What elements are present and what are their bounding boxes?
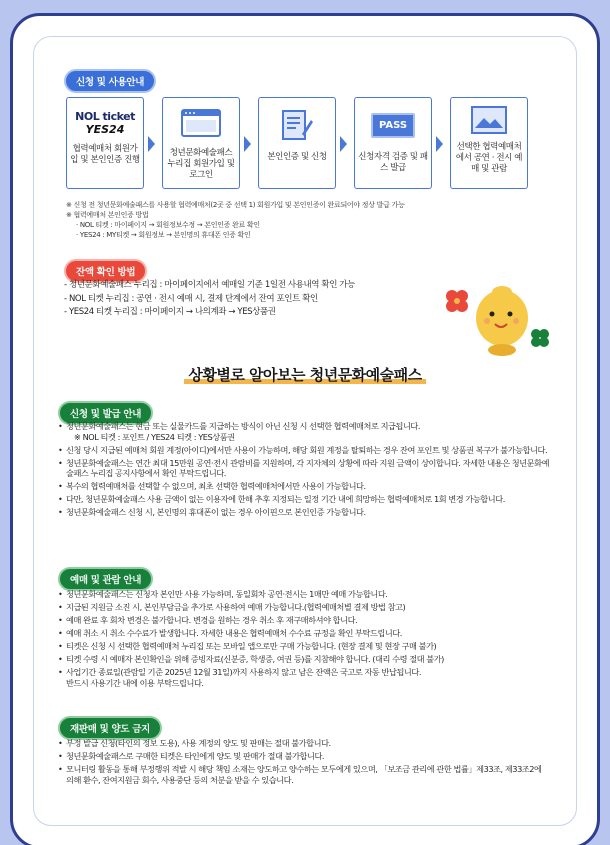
list-item — [58, 751, 550, 762]
list-item — [58, 458, 550, 479]
list-item — [58, 615, 550, 626]
balance-item: - NOL 티켓 누리집 : 공연 · 전시 예매 시, 결제 단계에서 잔여 포인트 확인 — [64, 293, 318, 304]
note-line: ※ 신청 전 청년문화예술패스를 사용할 협력예매처(2곳 중 선택 1) 회원가입 및 본인인증이 완료되어야 정상 발급 가능 — [66, 201, 405, 209]
green-clover-icon — [531, 329, 549, 347]
arrow-right-icon — [436, 136, 443, 152]
item-text: • 티켓 수령 시 예매자 본인확인을 위해 증빙자료(신분증, 학생증, 여권 등)를 지참해야 합니다. (대리 수령 절대 불가) — [66, 654, 444, 664]
item-text: • 신청 당시 지급된 예매처 회원 계정(아이디)에서만 사용이 가능하며, 해당 회원 계정을 탈퇴하는 경우 잔여 포인트 및 상품권 복구가 불가능합니다. — [66, 444, 548, 455]
item-text: • 티켓은 신청 시 선택한 협력예매처 누리집 또는 모바일 앱으로만 구매 가능합니다. (현장 결제 및 현장 구매 불가) — [66, 641, 437, 651]
step-label: 청년문화예술패스 누리집 회원가입 및 로그인 — [167, 148, 235, 180]
pass-badge: PASS — [371, 113, 415, 138]
note-line: · NOL 티켓 : 마이페이지 → 회원정보수정 → 본인인증 완료 확인 — [76, 221, 260, 229]
list-item — [58, 764, 550, 785]
step-label: 선택한 협력예매처에서 공연 · 전시 예매 및 관람 — [455, 142, 523, 174]
step-label: 신청자격 검증 및 패스 발급 — [358, 152, 428, 173]
step-verify-apply — [258, 97, 336, 189]
mascot-character — [476, 286, 528, 356]
browser-window-icon — [163, 98, 239, 148]
picture-frame-icon — [451, 98, 527, 142]
item-text: • 청년문화예술패스 신청 시, 본인명의 휴대폰이 없는 경우 아이핀으로 본인인증 가능합니다. — [66, 507, 366, 517]
yes24-logo: YES24 — [85, 123, 125, 136]
item-text: • 청년문화예술패스로 구매한 티켓은 타인에게 양도 및 판매가 절대 불가합니다. — [66, 751, 325, 761]
item-text: • 복수의 협력예매처를 선택할 수 없으며, 최초 선택한 협력예매처에서만 사용이 가능합니다. — [66, 481, 366, 491]
item-text: • 청년문화예술패스는 현금 또는 실물카드를 지급하는 방식이 아닌 신청 시 선택한 협력예매처로 지급됩니다. — [66, 421, 421, 431]
page-title: 상황별로 알아보는 청년문화예술패스 — [184, 366, 425, 384]
note-line: ※ 협력예매처 본인인증 방법 — [66, 211, 149, 219]
nol-ticket-logo: NOL ticket — [75, 110, 135, 123]
list-item — [58, 654, 550, 665]
mascot-illustration — [440, 280, 550, 360]
item-text: • 예매 취소 시 취소 수수료가 발생합니다. 자세한 내용은 협력예매처 수수료 규정을 확인 부탁드립니다. — [66, 628, 402, 638]
issuance-heading: 신청 및 발급 안내 — [58, 401, 153, 425]
document-pen-icon — [259, 98, 335, 152]
arrow-right-icon — [340, 136, 347, 152]
item-subtext: ※ NOL 티켓 : 포인트 / YES24 티켓 : YES상품권 — [74, 431, 235, 442]
list-item — [58, 507, 550, 518]
list-item — [58, 481, 550, 492]
apply-notes — [66, 200, 536, 240]
item-text: • 사업기간 종료일(관람일 기준 2025년 12월 31일)까지 사용하지 않고 남은 잔액은 국고로 자동 반납됩니다. — [66, 667, 421, 677]
item-text: • 청년문화예술패스는 신청자 본인만 사용 가능하며, 동일회차 공연·전시는 1매만 예매 가능합니다. — [66, 589, 388, 599]
step-book-view — [450, 97, 528, 189]
balance-check-heading: 잔액 확인 방법 — [64, 259, 147, 283]
step-label: 본인인증 및 신청 — [267, 152, 327, 162]
list-item — [58, 589, 550, 600]
item-text: • 청년문화예술패스는 연간 최대 15만원 공연·전시 관람비를 지원하며, 각 지자체의 상황에 따라 지원 금액이 상이합니다. 자세한 내용은 청년문화예술패스 누리집 공지사항에서 확인 부탁드립니다. — [66, 457, 550, 478]
item-text: • 다만, 청년문화예술패스 사용 금액이 없는 이용자에 한해 추후 지정되는 일정 기간 내에 희망하는 협력예매처로 1회 변경 가능합니다. — [66, 494, 505, 504]
arrow-right-icon — [244, 136, 251, 152]
step-label: 협력예매처 회원가입 및 본인인증 진행 — [70, 144, 140, 165]
list-item — [58, 602, 550, 613]
step-portal-login — [162, 97, 240, 189]
list-item — [58, 445, 550, 456]
step-cooperative-signup — [66, 97, 144, 189]
booking-heading: 예매 및 관람 안내 — [58, 567, 153, 591]
list-item — [58, 628, 550, 639]
balance-check-list — [64, 279, 494, 320]
resale-list — [58, 738, 550, 788]
arrow-right-icon — [148, 136, 155, 152]
item-text: • 예매 완료 후 회차 변경은 불가합니다. 변경을 원하는 경우 취소 후 재구매하셔야 합니다. — [66, 615, 358, 625]
red-flower-icon — [446, 290, 468, 312]
note-line: · YES24 : MY티켓 → 회원정보 → 본인명의 휴대폰 인증 확인 — [76, 231, 251, 239]
balance-item: - 청년문화예술패스 누리집 : 마이페이지에서 예매일 기준 1일전 사용내역 확인 가능 — [64, 280, 355, 290]
item-subtext: 반드시 사용기간 내에 이용 부탁드립니다. — [66, 677, 204, 688]
resale-heading: 재판매 및 양도 금지 — [58, 716, 162, 740]
pass-card-icon — [355, 98, 431, 152]
apply-guide-heading: 신청 및 사용안내 — [64, 69, 156, 93]
list-item — [58, 494, 550, 505]
issuance-list — [58, 421, 550, 520]
list-item — [58, 667, 550, 688]
item-text: • 지급된 지원금 소진 시, 본인부담금을 추가로 사용하여 예매 가능합니다.(협력예매처별 결제 방법 참고) — [66, 602, 406, 612]
page-title-wrapper — [0, 364, 610, 385]
list-item — [58, 421, 550, 442]
ticket-partner-logo — [67, 98, 143, 144]
item-text: • 모니터링 활동을 통해 부정행위 적발 시 해당 책임 소재는 양도하고 양수하는 모두에게 있으며, 「보조금 관리에 관한 법률」제33조, 제33조2에 의해 환수, 잔여지원금 회수, 사용중단 등의 처분을 받을 수 있습니다. — [66, 764, 542, 785]
balance-item: - YES24 티켓 누리집 : 마이페이지 → 나의계좌 → YES상품권 — [64, 307, 276, 317]
list-item — [58, 641, 550, 652]
step-pass-issue — [354, 97, 432, 189]
item-text: • 부정 발급 신청(타인의 정보 도용), 사용 계정의 양도 및 판매는 절대 불가합니다. — [66, 738, 331, 748]
list-item — [58, 738, 550, 749]
booking-list — [58, 589, 550, 691]
